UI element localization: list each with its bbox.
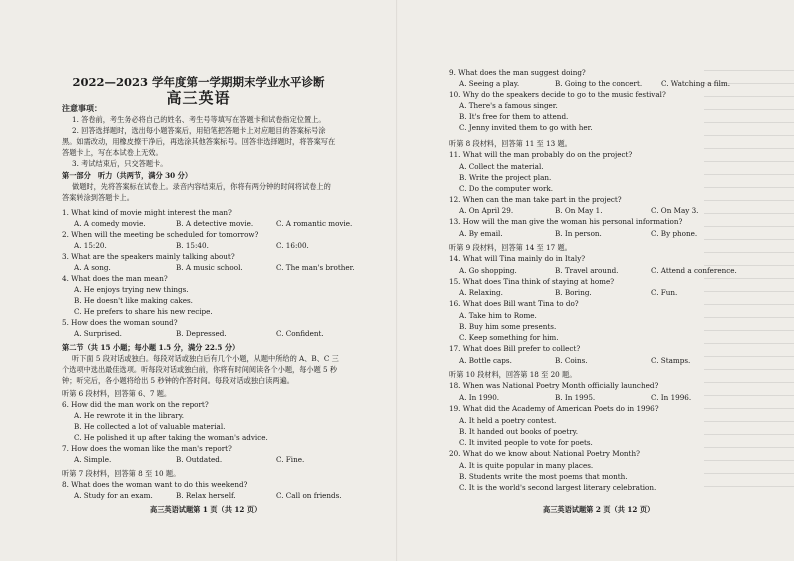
q19-option-a: A. It held a poetry contest. bbox=[459, 416, 557, 425]
q3-option-c: C. The man's brother. bbox=[276, 263, 355, 272]
q15-option-c: C. Fun. bbox=[651, 288, 678, 297]
q3-option-b: B. A music school. bbox=[176, 263, 243, 272]
q20-option-b: B. Students write the most poems that month. bbox=[459, 472, 628, 481]
q2-option-b: B. 15:40. bbox=[176, 241, 209, 250]
q15-option-a: A. Relaxing. bbox=[459, 288, 503, 297]
question-11: 11. What will the man probably do on the project? bbox=[449, 150, 633, 159]
material-8-heading: 听第 8 段材料，回答第 11 至 13 题。 bbox=[449, 139, 572, 148]
q14-option-a: A. Go shopping. bbox=[459, 266, 517, 275]
q1-option-a: A. A comedy movie. bbox=[74, 219, 146, 228]
notice-1: 1. 答卷前，考生务必将自己的姓名、考生号等填写在答题卡和试卷指定位置上。 bbox=[72, 115, 326, 124]
q10-option-b: B. It's free for them to attend. bbox=[459, 112, 569, 121]
q4-option-b: B. He doesn't like making cakes. bbox=[74, 296, 193, 305]
q7-option-a: A. Simple. bbox=[74, 455, 112, 464]
q7-option-b: B. Outdated. bbox=[176, 455, 223, 464]
question-13: 13. How will the man give the woman his personal information? bbox=[449, 217, 683, 226]
question-8: 8. What does the woman want to do this weekend? bbox=[62, 480, 248, 489]
question-20: 20. What do we know about National Poetry Month? bbox=[449, 449, 640, 458]
q11-option-c: C. Do the computer work. bbox=[459, 184, 554, 193]
q20-option-c: C. It is the world's second largest literary celebration. bbox=[459, 483, 657, 492]
notice-3: 3. 考试结束后，只交答题卡。 bbox=[72, 159, 168, 168]
q12-option-a: A. On April 29. bbox=[459, 206, 514, 215]
q20-option-a: A. It is quite popular in many places. bbox=[459, 461, 594, 470]
q8-option-b: B. Relax herself. bbox=[176, 491, 236, 500]
question-18: 18. When was National Poetry Month officially launched? bbox=[449, 381, 659, 390]
question-14: 14. What will Tina mainly do in Italy? bbox=[449, 254, 586, 263]
q6-option-b: B. He collected a lot of valuable material. bbox=[74, 422, 226, 431]
part1-heading: 第一部分 听力（共两节，满分 30 分） bbox=[62, 171, 193, 180]
q13-option-c: C. By phone. bbox=[651, 229, 698, 238]
q4-option-a: A. He enjoys trying new things. bbox=[74, 285, 189, 294]
q5-option-c: C. Confident. bbox=[276, 329, 324, 338]
section2-heading: 第二节（共 15 小题；每小题 1.5 分，满分 22.5 分） bbox=[62, 343, 240, 352]
q18-option-b: B. In 1995. bbox=[555, 393, 596, 402]
q6-option-a: A. He rewrote it in the library. bbox=[74, 411, 185, 420]
q9-option-b: B. Going to the concert. bbox=[555, 79, 643, 88]
q18-option-c: C. In 1996. bbox=[651, 393, 692, 402]
section2-intro-cont2: 钟；听完后，各小题将给出 5 秒钟的作答时间。每段对话或独白读两遍。 bbox=[62, 376, 294, 385]
q15-option-b: B. Boring. bbox=[555, 288, 592, 297]
question-16: 16. What does Bill want Tina to do? bbox=[449, 299, 579, 308]
q8-option-c: C. Call on friends. bbox=[276, 491, 342, 500]
q12-option-b: B. On May 1. bbox=[555, 206, 603, 215]
q12-option-c: C. On May 3. bbox=[651, 206, 699, 215]
q13-option-a: A. By email. bbox=[459, 229, 503, 238]
notice-heading: 注意事项： bbox=[62, 103, 102, 113]
page-2 bbox=[397, 0, 794, 561]
q17-option-b: B. Coins. bbox=[555, 356, 588, 365]
bleed-through-text bbox=[704, 70, 794, 490]
question-15: 15. What does Tina think of staying at home? bbox=[449, 277, 615, 286]
part1-intro-cont: 答案转涂到答题卡上。 bbox=[62, 193, 134, 202]
notice-2-cont: 黑。如需改动，用橡皮擦干净后，再选涂其他答案标号。回答非选择题时，将答案写在 bbox=[62, 137, 336, 146]
q2-option-c: C. 16:00. bbox=[276, 241, 309, 250]
q16-option-a: A. Take him to Rome. bbox=[459, 311, 537, 320]
question-6: 6. How did the man work on the report? bbox=[62, 400, 209, 409]
question-5: 5. How does the woman sound? bbox=[62, 318, 178, 327]
q11-option-b: B. Write the project plan. bbox=[459, 173, 552, 182]
q16-option-b: B. Buy him some presents. bbox=[459, 322, 557, 331]
question-17: 17. What does Bill prefer to collect? bbox=[449, 344, 581, 353]
q17-option-a: A. Bottle caps. bbox=[459, 356, 512, 365]
question-1: 1. What kind of movie might interest the man? bbox=[62, 208, 232, 217]
q8-option-a: A. Study for an exam. bbox=[74, 491, 153, 500]
section2-intro: 听下面 5 段对话或独白。每段对话或独白后有几个小题，从题中所给的 A、B、C 三 bbox=[72, 354, 339, 363]
exam-title: 2022—2023 学年度第一学期期末学业水平诊断 bbox=[72, 75, 325, 89]
q5-option-a: A. Surprised. bbox=[74, 329, 122, 338]
q3-option-a: A. A song. bbox=[74, 263, 111, 272]
question-2: 2. When will the meeting be scheduled for tomorrow? bbox=[62, 230, 259, 239]
page-2-footer: 高三英语试题第 2 页（共 12 页） bbox=[543, 505, 655, 514]
question-7: 7. How does the woman like the man's report? bbox=[62, 444, 232, 453]
page-1-footer: 高三英语试题第 1 页（共 12 页） bbox=[150, 505, 262, 514]
question-19: 19. What did the Academy of American Poets do in 1996? bbox=[449, 404, 659, 413]
question-12: 12. When can the man take part in the project? bbox=[449, 195, 622, 204]
notice-2-cont2: 答题卡上，写在本试卷上无效。 bbox=[62, 148, 163, 157]
q10-option-a: A. There's a famous singer. bbox=[459, 101, 558, 110]
q18-option-a: A. In 1990. bbox=[459, 393, 500, 402]
question-10: 10. Why do the speakers decide to go to the music festival? bbox=[449, 90, 666, 99]
q2-option-a: A. 15:20. bbox=[74, 241, 107, 250]
q10-option-c: C. Jenny invited them to go with her. bbox=[459, 123, 593, 132]
question-9: 9. What does the man suggest doing? bbox=[449, 68, 586, 77]
notice-2: 2. 回答选择题时，选出每小题答案后，用铅笔把答题卡上对应题目的答案标号涂 bbox=[72, 126, 326, 135]
material-10-heading: 听第 10 段材料，回答第 18 至 20 题。 bbox=[449, 370, 577, 379]
q13-option-b: B. In person. bbox=[555, 229, 602, 238]
exam-subject: 高三英语 bbox=[166, 89, 231, 107]
q17-option-c: C. Stamps. bbox=[651, 356, 691, 365]
material-9-heading: 听第 9 段材料，回答第 14 至 17 题。 bbox=[449, 243, 572, 252]
q9-option-a: A. Seeing a play. bbox=[459, 79, 520, 88]
q5-option-b: B. Depressed. bbox=[176, 329, 227, 338]
material-6-heading: 听第 6 段材料，回答第 6、7 题。 bbox=[62, 389, 172, 398]
question-4: 4. What does the man mean? bbox=[62, 274, 168, 283]
q19-option-b: B. It handed out books of poetry. bbox=[459, 427, 579, 436]
q14-option-b: B. Travel around. bbox=[555, 266, 619, 275]
q4-option-c: C. He prefers to share his new recipe. bbox=[74, 307, 213, 316]
q1-option-b: B. A detective movie. bbox=[176, 219, 254, 228]
q9-option-c: C. Watching a film. bbox=[661, 79, 730, 88]
q14-option-c: C. Attend a conference. bbox=[651, 266, 737, 275]
q11-option-a: A. Collect the material. bbox=[459, 162, 544, 171]
q16-option-c: C. Keep something for him. bbox=[459, 333, 559, 342]
part1-intro: 做题时，先将答案标在试卷上。录音内容结束后，你将有两分钟的时间将试卷上的 bbox=[72, 182, 331, 191]
material-7-heading: 听第 7 段材料，回答第 8 至 10 题。 bbox=[62, 469, 181, 478]
q6-option-c: C. He polished it up after taking the woman's advice. bbox=[74, 433, 268, 442]
q19-option-c: C. It invited people to vote for poets. bbox=[459, 438, 593, 447]
q7-option-c: C. Fine. bbox=[276, 455, 305, 464]
q1-option-c: C. A romantic movie. bbox=[276, 219, 353, 228]
section2-intro-cont: 个选项中选出最佳选项。听每段对话或独白前，你将有时间阅读各个小题，每小题 5 秒 bbox=[62, 365, 338, 374]
question-3: 3. What are the speakers mainly talking about? bbox=[62, 252, 235, 261]
